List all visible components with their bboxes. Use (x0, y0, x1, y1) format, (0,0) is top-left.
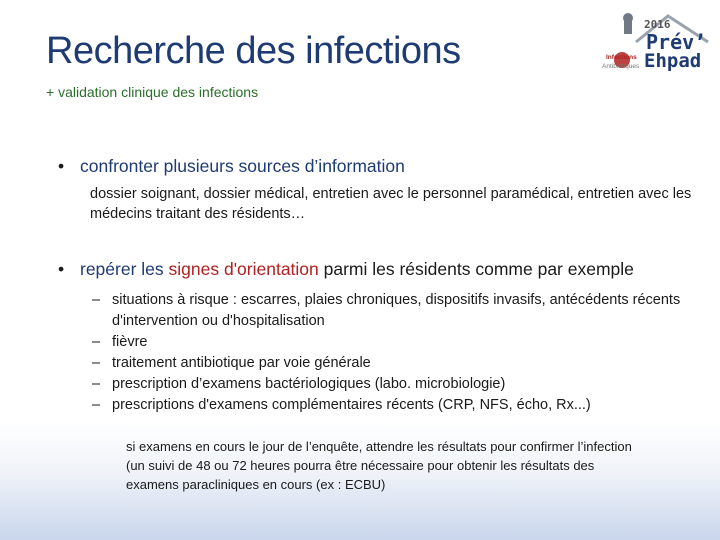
slide-title: Recherche des infections (46, 30, 461, 72)
slide-subtitle: + validation clinique des infections (46, 84, 259, 100)
list-item: – fièvre (92, 334, 148, 350)
bullet-2-text-part3: parmi les résidents comme par exemple (318, 259, 634, 279)
sub-list (92, 290, 692, 416)
list-item: – prescriptions d'examens complémentaires récents (CRP, NFS, écho, Rx...) (92, 397, 591, 413)
bullet-1 (58, 156, 405, 177)
results-note: si examens en cours le jour de l’enquête, attendre les résultats pour confirmer l’infection (un suivi de 48 ou 72 heures pourra être nécessaire pour obtenir les résultats des examens paracliniques en cours (ex : ECBU) (126, 439, 632, 492)
list-item: – prescription d’examens bactériologiques (labo. microbiologie) (92, 376, 506, 392)
bullet-1-detail: dossier soignant, dossier médical, entretien avec le personnel paramédical, entretien avec les médecins traitant des résidents… (90, 186, 692, 222)
bullet-1-text: confronter plusieurs sources d’information (80, 156, 405, 176)
bullet-2 (58, 259, 634, 280)
list-item: – situations à risque : escarres, plaies chroniques, dispositifs invasifs, antécédents récents d'intervention ou d'hospitalisation (92, 292, 681, 329)
logo-line1: Prév’ (646, 30, 707, 54)
bullet-2-text-highlight: signes d'orientation (168, 259, 319, 279)
bullet-dot: • (58, 259, 65, 279)
logo-tag2: Antibiotiques (602, 63, 640, 70)
prevehpad-logo (596, 8, 714, 78)
logo-line2: Ehpad (644, 50, 702, 72)
bullet-dot: • (58, 156, 65, 176)
logo-year: 2016 (644, 18, 671, 31)
bullet-2-text-part1: repérer les (80, 259, 169, 279)
logo-tag1: Infections (606, 54, 637, 61)
list-item: – traitement antibiotique par voie générale (92, 355, 371, 371)
